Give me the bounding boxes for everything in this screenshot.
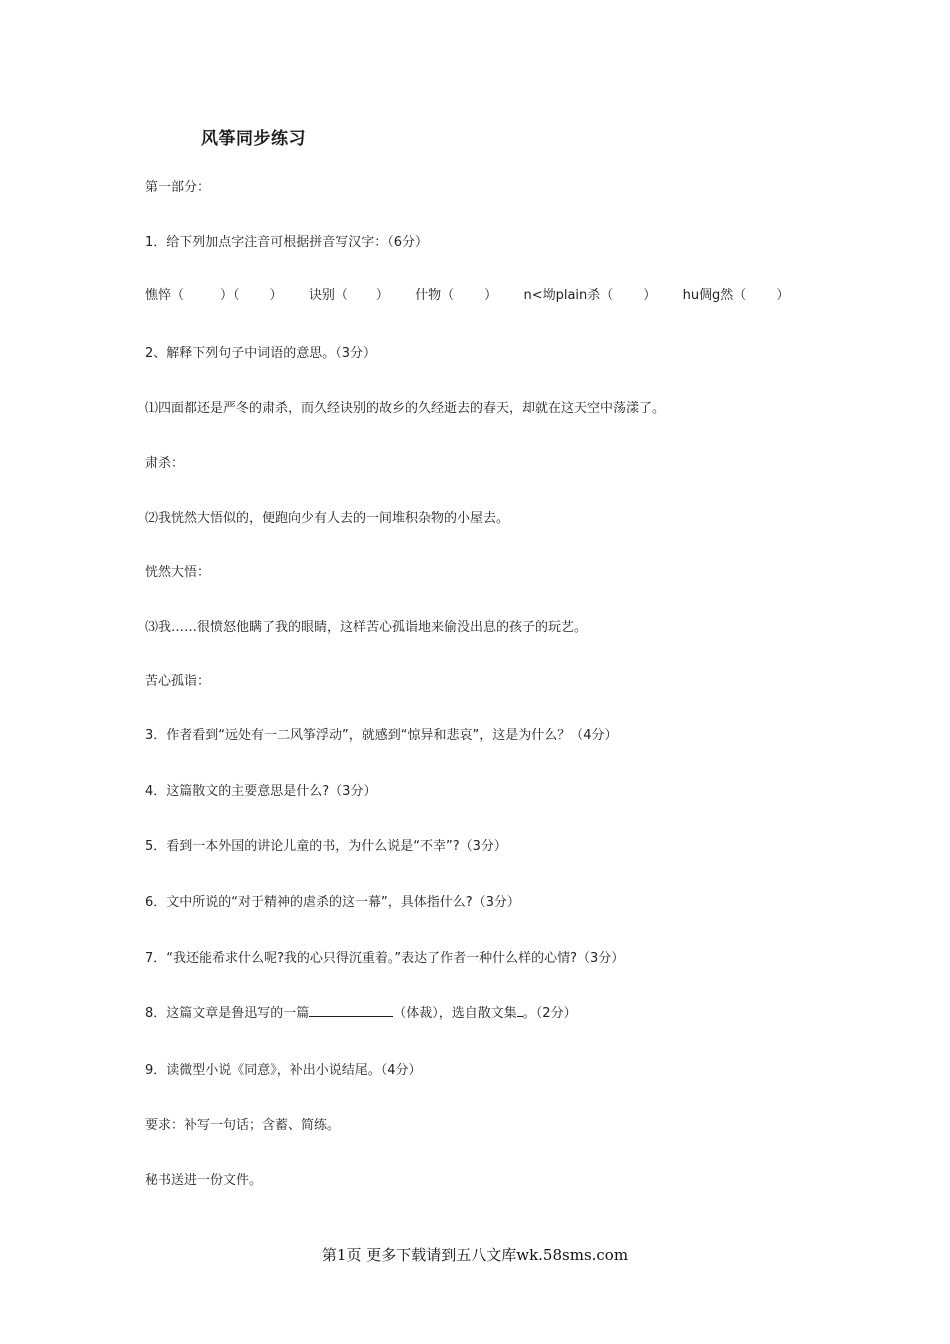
- question-2: 2、解释下列句子中词语的意思。（3分）: [145, 346, 377, 361]
- question-1-blanks: [145, 284, 789, 303]
- requirement: 要求：补写一句话；含蓄、简练。: [145, 1118, 341, 1133]
- question-8-prefix: 8．这篇文章是鲁迅写的一篇: [145, 1006, 310, 1021]
- blank-word-4-end: ）: [643, 288, 657, 303]
- blank-word-3: 什物（: [415, 288, 455, 303]
- blank-word-5: hu倜g然（: [682, 288, 747, 303]
- blank-word-2: 诀别（: [308, 288, 348, 303]
- question-9: 9．读微型小说《同意》，补出小说结尾。（4分）: [145, 1063, 422, 1078]
- question-2-sentence-3: ⑶我……很愤怒他瞒了我的眼睛，这样苦心孤诣地来偷没出息的孩子的玩艺。: [145, 620, 588, 635]
- part-heading: 第一部分：: [145, 180, 211, 195]
- document-title: 风筝同步练习: [201, 129, 306, 149]
- blank-word-2-end: ）: [375, 288, 389, 303]
- story-line: 秘书送进一份文件。: [145, 1173, 263, 1188]
- blank-word-3-end: ）: [484, 288, 498, 303]
- blank-word-1-mid: ）（: [220, 288, 240, 303]
- question-2-term-3: 苦心孤诣：: [145, 674, 211, 689]
- page-footer: 第1页 更多下载请到五八文库wk.58sms.com: [321, 1246, 629, 1264]
- blank-word-4: n<坳plain杀（: [523, 288, 614, 303]
- question-7: 7．“我还能希求什么呢?我的心只得沉重着。”表达了作者一种什么样的心情?（3分）: [145, 951, 625, 966]
- question-2-term-1: 肃杀：: [145, 456, 185, 471]
- question-8-middle: （体裁），选自散文集: [393, 1006, 517, 1021]
- question-1: 1．给下列加点字注音可根据拼音写汉字：（6分）: [145, 235, 429, 250]
- question-2-term-2: 恍然大悟：: [145, 565, 211, 580]
- question-2-sentence-2: ⑵我恍然大悟似的，便跑向少有人去的一间堆积杂物的小屋去。: [145, 511, 510, 526]
- question-4: 4．这篇散文的主要意思是什么?（3分）: [145, 784, 377, 799]
- blank-word-1-end: ）: [269, 288, 283, 303]
- question-2-sentence-1: ⑴四面都还是严冬的肃杀，而久经诀别的故乡的久经逝去的春天，却就在这天空中荡漾了。: [145, 401, 666, 416]
- question-3: 3．作者看到“远处有一二风筝浮动”，就感到“惊异和悲哀”，这是为什么？（4分）: [145, 728, 618, 743]
- question-8-suffix: 。（2分）: [522, 1006, 577, 1021]
- blank-word-5-end: ）: [776, 288, 790, 303]
- blank-word-1: 憔悴（: [145, 288, 185, 303]
- question-6: 6．文中所说的“对于精神的虐杀的这一幕”，具体指什么?（3分）: [145, 895, 520, 910]
- question-5: 5．看到一本外国的讲论儿童的书，为什么说是“不幸”?（3分）: [145, 839, 507, 854]
- answer-blank-genre[interactable]: [309, 1003, 393, 1017]
- question-8: [145, 1002, 577, 1021]
